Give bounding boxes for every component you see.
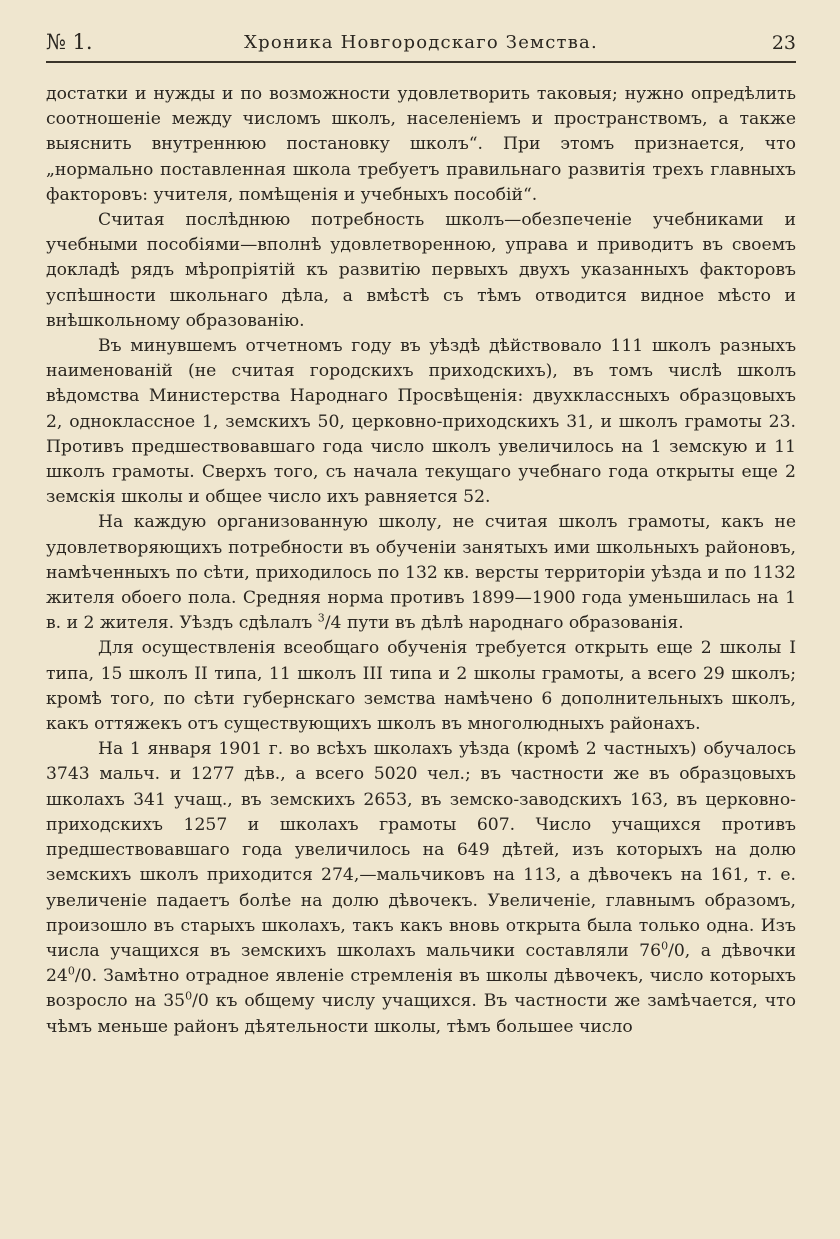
percent-superscript: 0	[185, 989, 193, 1003]
page-number: 23	[771, 32, 796, 54]
journal-title: Хроника Новгородскаго Земства.	[244, 32, 598, 53]
text-run: пути въ дѣлѣ народнаго образованія.	[341, 613, 684, 634]
paragraph	[46, 510, 796, 636]
percent-superscript: 0	[661, 939, 669, 953]
fraction-denominator: /4	[324, 613, 342, 634]
paragraph: Въ минувшемъ отчетномъ году въ уѣздѣ дѣйствовало 111 школъ разныхъ наименованій (не считая городскихъ приходскихъ), въ томъ числѣ школъ вѣдомства Министерства Народнаго Просвѣщенія: двухклассныхъ образцовыхъ 2, одноклассное 1, земскихъ 50, церковно-приходскихъ 31, и школъ грамоты 23. Противъ предшествовавшаго года число школъ увеличилось на 1 земскую и 11 школъ грамоты. Сверхъ того, съ начала текущаго учебнаго года открыты еще 2 земскія школы и общее число ихъ равняется 52.	[46, 336, 796, 508]
paragraph: Для осуществленія всеобщаго обученія требуется открыть еще 2 школы I типа, 15 школъ II типа, 11 школъ III типа и 2 школы грамоты, а всего 29 школъ; кромѣ того, по сѣти губернскаго земства намѣчено 6 дополнительныхъ школъ, какъ оттяжекъ отъ существующихъ школъ въ многолюдныхъ районахъ.	[46, 638, 796, 735]
percent-superscript: 0	[67, 964, 75, 978]
issue-number: № 1.	[46, 30, 93, 54]
running-header	[46, 30, 796, 60]
text-run: /0. Замѣтно отрадное явленіе стремленія въ школы дѣвочекъ, число которыхъ возросло на 35	[46, 966, 796, 1012]
paragraph: достатки и нужды и по возможности удовлетворить таковыя; нужно опредѣлить соотношеніе между числомъ школъ, населеніемъ и пространствомъ, а также выяснить внутреннюю постановку школъ“. При этомъ признается, что „нормально поставленная школа требуетъ правильнаго развитія трехъ главныхъ факторовъ: учителя, помѣщенія и учебныхъ пособій“.	[46, 84, 796, 205]
header-rule	[46, 61, 796, 63]
paragraph: Считая послѣднюю потребность школъ—обезпеченіе учебниками и учебными пособіями—вполнѣ удовлетворенною, управа и приводитъ въ своемъ докладѣ рядъ мѣропріятій къ развитію первыхъ двухъ указанныхъ факторовъ успѣшности школьнаго дѣла, а вмѣстѣ съ тѣмъ отводится видное мѣсто и внѣшкольному образованію.	[46, 210, 796, 331]
body-text	[46, 82, 796, 1040]
paragraph	[46, 737, 796, 1039]
fraction-numerator: 3	[317, 611, 325, 625]
text-run: /0 къ общему числу учащихся. Въ частности же замѣчается, что чѣмъ меньше районъ дѣятельности школы, тѣмъ большее число	[46, 991, 796, 1037]
text-run: /0, а дѣвочки 24	[46, 940, 796, 987]
text-run: На 1 января 1901 г. во всѣхъ школахъ уѣзда (кромѣ 2 частныхъ) обучалось 3743 мальч. и 1277 дѣв., а всего 5020 чел.; въ частности же въ образцовыхъ школахъ 341 учащ., въ земскихъ 2653, въ земско-заводскихъ 163, въ церковно-приходскихъ 1257 и школахъ грамоты 607. Число учащихся противъ предшествовавшаго года увеличилось на 649 дѣтей, изъ которыхъ на долю земскихъ школъ приходится 274,—мальчиковъ на 113, а дѣвочекъ на 161, т. е. увеличеніе падаетъ болѣе на долю дѣвочекъ. Увеличеніе, главнымъ образомъ, произошло въ старыхъ школахъ, такъ какъ вновь открыта была только одна. Изъ числа учащихся въ земскихъ школахъ мальчики составляли 76	[46, 739, 796, 961]
text-run: На каждую организованную школу, не считая школъ грамоты, какъ не удовлетворяющихъ потребности въ обученіи занятыхъ ими школьныхъ районовъ, намѣченныхъ по сѣти, приходилось по 132 кв. версты территоріи уѣзда и по 1132 жителя обоего пола. Средняя норма противъ 1899—1900 года уменьшилась на 1 в. и 2 жителя. Уѣздъ сдѣлалъ	[46, 512, 796, 634]
